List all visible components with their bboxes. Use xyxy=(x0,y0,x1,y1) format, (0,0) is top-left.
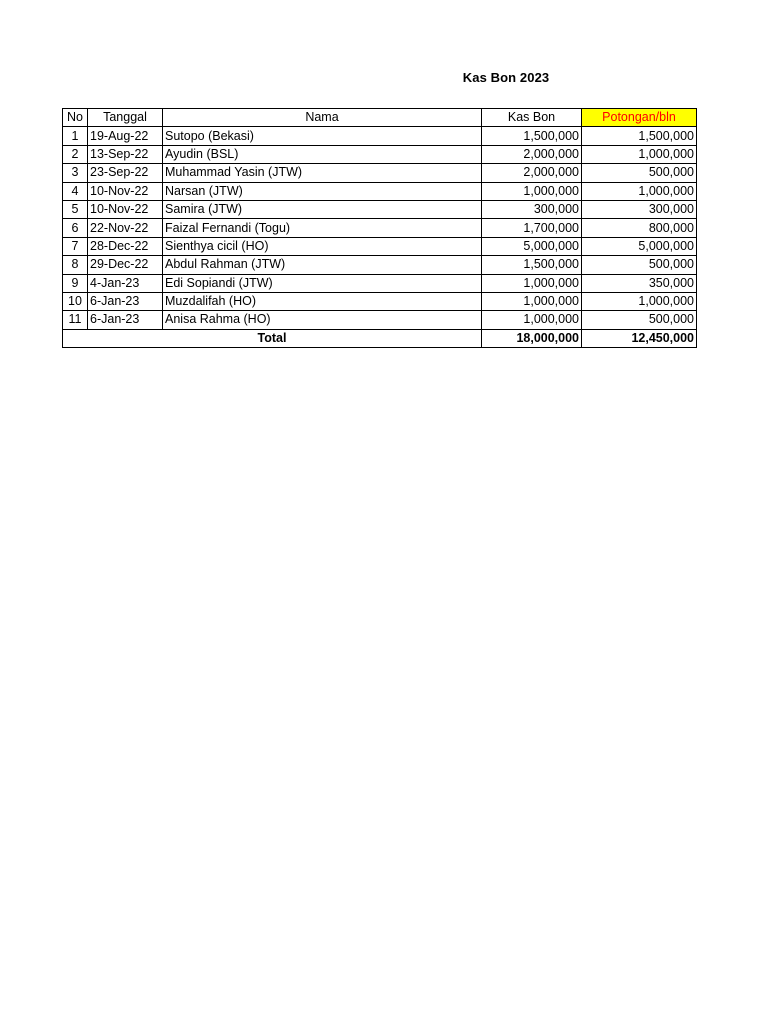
cell-kas-bon: 2,000,000 xyxy=(482,145,582,163)
cell-nama: Anisa Rahma (HO) xyxy=(163,311,482,329)
table-row xyxy=(63,237,697,255)
cell-no: 2 xyxy=(63,145,88,163)
cell-kas-bon: 1,000,000 xyxy=(482,182,582,200)
table-row xyxy=(63,182,697,200)
cell-nama: Faizal Fernandi (Togu) xyxy=(163,219,482,237)
table-row xyxy=(63,164,697,182)
cell-nama: Muzdalifah (HO) xyxy=(163,292,482,310)
cell-tanggal: 10-Nov-22 xyxy=(88,200,163,218)
cell-kas-bon: 1,000,000 xyxy=(482,292,582,310)
cell-tanggal: 28-Dec-22 xyxy=(88,237,163,255)
cell-kas-bon: 1,000,000 xyxy=(482,311,582,329)
cell-no: 11 xyxy=(63,311,88,329)
table-body xyxy=(63,127,697,329)
cell-nama: Narsan (JTW) xyxy=(163,182,482,200)
cell-potongan: 1,000,000 xyxy=(582,145,697,163)
cell-kas-bon: 1,000,000 xyxy=(482,274,582,292)
cell-potongan: 1,000,000 xyxy=(582,292,697,310)
cell-kas-bon: 1,500,000 xyxy=(482,127,582,145)
cell-tanggal: 22-Nov-22 xyxy=(88,219,163,237)
cell-nama: Samira (JTW) xyxy=(163,200,482,218)
total-kas-bon: 18,000,000 xyxy=(482,329,582,347)
total-potongan: 12,450,000 xyxy=(582,329,697,347)
cell-no: 10 xyxy=(63,292,88,310)
cell-no: 5 xyxy=(63,200,88,218)
cell-no: 9 xyxy=(63,274,88,292)
header-potongan: Potongan/bln xyxy=(582,109,697,127)
header-no: No xyxy=(63,109,88,127)
cell-kas-bon: 2,000,000 xyxy=(482,164,582,182)
table-row xyxy=(63,311,697,329)
table-row xyxy=(63,256,697,274)
cell-kas-bon: 1,700,000 xyxy=(482,219,582,237)
cell-no: 8 xyxy=(63,256,88,274)
cell-potongan: 500,000 xyxy=(582,256,697,274)
cell-tanggal: 6-Jan-23 xyxy=(88,292,163,310)
cell-no: 1 xyxy=(63,127,88,145)
cell-no: 7 xyxy=(63,237,88,255)
cell-tanggal: 19-Aug-22 xyxy=(88,127,163,145)
table-row xyxy=(63,292,697,310)
table-row xyxy=(63,127,697,145)
cell-potongan: 300,000 xyxy=(582,200,697,218)
cell-nama: Sutopo (Bekasi) xyxy=(163,127,482,145)
cell-potongan: 800,000 xyxy=(582,219,697,237)
table-row xyxy=(63,145,697,163)
cell-kas-bon: 5,000,000 xyxy=(482,237,582,255)
cell-kas-bon: 300,000 xyxy=(482,200,582,218)
cell-potongan: 5,000,000 xyxy=(582,237,697,255)
cell-nama: Ayudin (BSL) xyxy=(163,145,482,163)
total-row xyxy=(63,329,697,347)
cell-nama: Abdul Rahman (JTW) xyxy=(163,256,482,274)
cell-no: 4 xyxy=(63,182,88,200)
cell-tanggal: 6-Jan-23 xyxy=(88,311,163,329)
cell-tanggal: 13-Sep-22 xyxy=(88,145,163,163)
cell-nama: Sienthya cicil (HO) xyxy=(163,237,482,255)
header-row xyxy=(63,109,697,127)
table-row xyxy=(63,219,697,237)
cell-nama: Edi Sopiandi (JTW) xyxy=(163,274,482,292)
table-row xyxy=(63,200,697,218)
cell-no: 6 xyxy=(63,219,88,237)
cell-potongan: 1,000,000 xyxy=(582,182,697,200)
sheet-title: Kas Bon 2023 xyxy=(462,70,550,85)
header-nama: Nama xyxy=(163,109,482,127)
cell-potongan: 350,000 xyxy=(582,274,697,292)
table-row xyxy=(63,274,697,292)
cell-tanggal: 4-Jan-23 xyxy=(88,274,163,292)
header-tanggal: Tanggal xyxy=(88,109,163,127)
cell-potongan: 1,500,000 xyxy=(582,127,697,145)
cell-kas-bon: 1,500,000 xyxy=(482,256,582,274)
kas-bon-table xyxy=(62,108,697,348)
total-label: Total xyxy=(63,329,482,347)
cell-potongan: 500,000 xyxy=(582,164,697,182)
cell-tanggal: 10-Nov-22 xyxy=(88,182,163,200)
cell-no: 3 xyxy=(63,164,88,182)
header-kas-bon: Kas Bon xyxy=(482,109,582,127)
cell-nama: Muhammad Yasin (JTW) xyxy=(163,164,482,182)
cell-tanggal: 23-Sep-22 xyxy=(88,164,163,182)
cell-tanggal: 29-Dec-22 xyxy=(88,256,163,274)
cell-potongan: 500,000 xyxy=(582,311,697,329)
